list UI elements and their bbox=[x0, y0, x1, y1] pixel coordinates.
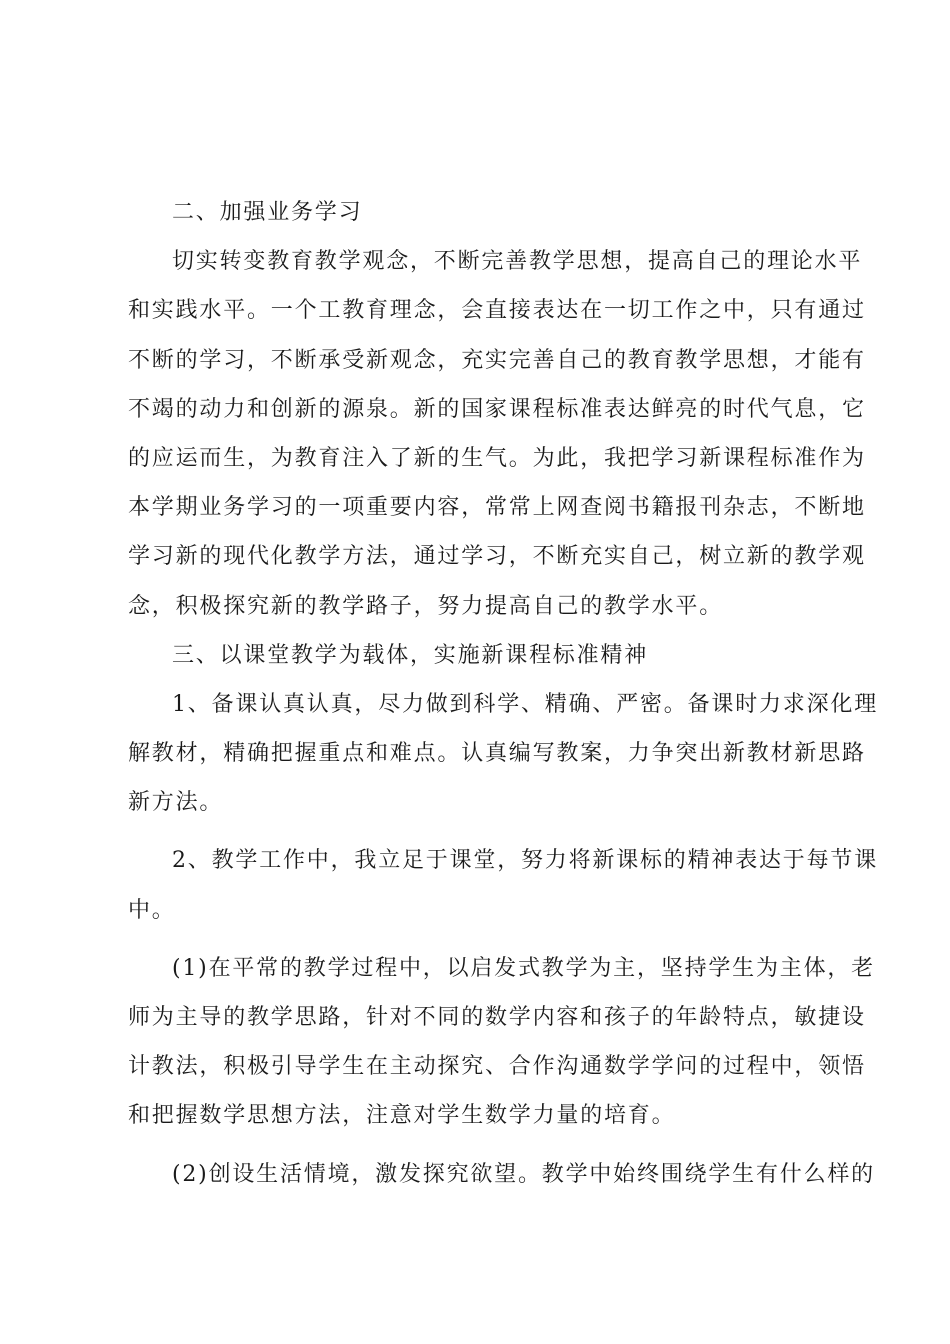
paragraph-line: 师为主导的教学思路，针对不同的数学内容和孩子的年龄特点，敏捷设 bbox=[128, 1005, 866, 1030]
paragraph-line: 2、教学工作中，我立足于课堂，努力将新课标的精神表达于每节课 bbox=[172, 848, 878, 874]
paragraph-line: (2)创设生活情境，激发探究欲望。教学中始终围绕学生有什么样的 bbox=[172, 1161, 875, 1187]
paragraph-line: 本学期业务学习的一项重要内容，常常上网查阅书籍报刊杂志，不断地 bbox=[128, 495, 866, 521]
paragraph-line: 不竭的动力和创新的源泉。新的国家课程标准表达鲜亮的时代气息，它 bbox=[128, 396, 866, 422]
paragraph-line: 1、备课认真认真，尽力做到科学、精确、严密。备课时力求深化理 bbox=[172, 691, 878, 717]
paragraph-line: 和把握数学思想方法，注意对学生数学力量的培育。 bbox=[128, 1103, 676, 1129]
paragraph-line: 切实转变教育教学观念，不断完善教学思想，提高自己的理论水平 bbox=[172, 249, 863, 275]
paragraph-line: 新方法。 bbox=[128, 790, 224, 816]
paragraph-line: (1)在平常的教学过程中，以启发式教学为主，坚持学生为主体，老 bbox=[172, 955, 875, 981]
section-heading-classroom-teaching: 三、以课堂教学为载体，实施新课程标准精神 bbox=[172, 642, 649, 668]
paragraph-line: 和实践水平。一个工教育理念，会直接表达在一切工作之中，只有通过 bbox=[128, 298, 866, 324]
paragraph-line: 解教材，精确把握重点和难点。认真编写教案，力争突出新教材新思路 bbox=[128, 741, 866, 767]
paragraph-line: 计教法，积极引导学生在主动探究、合作沟通数学学问的过程中，领悟 bbox=[128, 1054, 866, 1080]
paragraph-line: 不断的学习，不断承受新观念，充实完善自己的教育教学思想，才能有 bbox=[128, 347, 866, 373]
document-body bbox=[128, 188, 878, 1199]
paragraph-line: 念，积极探究新的教学路子，努力提高自己的教学水平。 bbox=[128, 593, 724, 619]
paragraph-line: 学习新的现代化教学方法，通过学习，不断充实自己，树立新的教学观 bbox=[128, 544, 866, 570]
paragraph-line: 中。 bbox=[128, 897, 176, 923]
paragraph-line: 的应运而生，为教育注入了新的生气。为此，我把学习新课程标准作为 bbox=[128, 445, 866, 471]
section-heading-business-study: 二、加强业务学习 bbox=[172, 200, 363, 225]
